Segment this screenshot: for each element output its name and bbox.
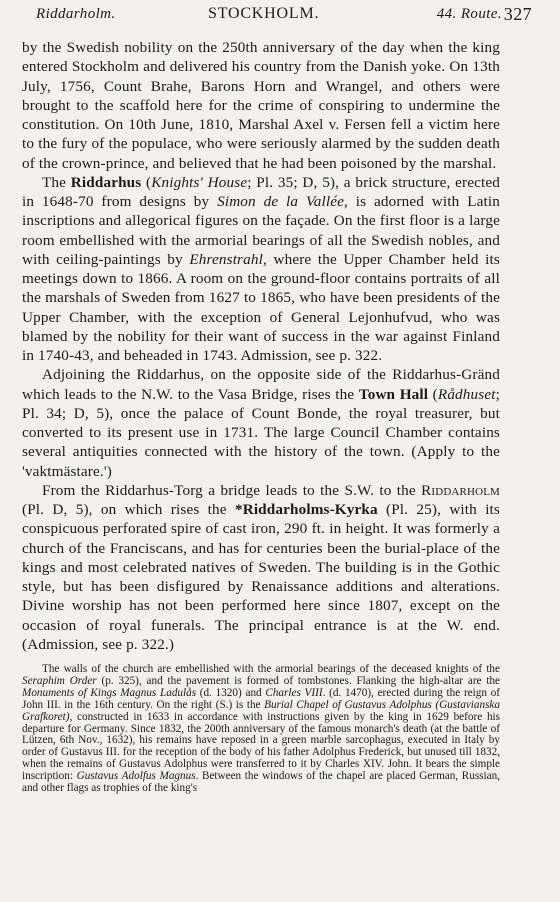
- order-name: Seraphim Order: [22, 674, 97, 687]
- monuments-name: Monuments of Kings Magnus Ladulås: [22, 686, 197, 699]
- text-run: Adjoining the Riddarhus, on the opposite side of the Riddarhus-Gränd which leads to the N.W. to the Vasa Bridge, rises the: [22, 366, 500, 403]
- text-run: , constructed in 1633 in accordance with instructions given by the king in 1629 before his departure for Germany. Since 1832, the 200th anniversary of the famous monarch's death (at the battle of Lützen, 6th Nov., 1632), his remains have reposed in a green marble sarcophagus, executed in Italy by order of Gustavus III. for the reception of the body of his father Adolphus Frederick, but unused till 1832, when the remains of Gustavus Adolphus were transferred to it by Charles XIV. John. It bears the simple inscription:: [22, 710, 500, 783]
- paragraph-town-hall: [22, 365, 500, 481]
- running-header: [22, 4, 532, 28]
- main-text: [22, 38, 500, 654]
- sight-name-riddarhus: Riddarhus: [70, 173, 142, 191]
- header-city-title: STOCKHOLM.: [208, 5, 320, 22]
- place-name-riddarholm: Riddarholm: [421, 481, 500, 499]
- sight-name-translation: Knights' House: [151, 173, 248, 191]
- paragraph-riddarholms-kyrka: [22, 481, 500, 654]
- text-run: , is adorned with Latin inscriptions and allegorical figures on the façade. On the first floor is a large room embellished with the armorial bearings of all the Swedish nobles, and with ceiling-paintings by: [22, 193, 500, 268]
- header-section-title: Riddarholm.: [36, 6, 116, 22]
- text-run: ; Pl. 35; D, 5), a brick structure, erected in 1648-70 from designs by: [22, 173, 501, 210]
- page-number: 327: [503, 4, 532, 24]
- painter-name: Ehrenstrahl: [189, 250, 263, 268]
- text-run: . (d. 1470), erected during the reign of John III. in the 16th century. On the right (S.) is the: [22, 686, 500, 711]
- text-run: ; Pl. 34; D, 5), once the palace of Count Bonde, the royal treasurer, but converted to its present use in 1731. The large Council Chamber contains several antiquities connected with the history of the town. (Apply to the 'vaktmästare.'): [22, 385, 500, 480]
- paragraph-stortorg-history: by the Swedish nobility on the 250th anniversary of the day when the king entered Stockholm and delivered his country from the Danish yoke. On 13th July, 1756, Count Brahe, Barons Horn and Wrangel, and others were brought to the scaffold here for the crime of conspiring to undermine the constitution. On 10th June, 1810, Marshal Axel v. Fersen fell a victim here to the fury of the populace, who were seriously alarmed by the sudden death of the crown-prince, and believed that he had been poisoned by the marshal.: [22, 39, 500, 172]
- text-run: . Between the windows of the chapel are placed German, Russian, and other flags as trophies of the king's: [22, 770, 500, 795]
- king-name: Charles VIII: [265, 686, 323, 699]
- text-run: (: [428, 385, 438, 403]
- text-run: (Pl. 25), with its conspicuous perforated spire of cast iron, 290 ft. in height. It was formerly a church of the Franciscans, and has for centuries been the burial-place of the kings and most celebrated natives of Sweden. The building is in the Gothic style, but has been disfigured by Renaissance additions and alterations. Divine worship has not been performed here since 1807, except on the occasion of royal funerals. The principal entrance is at the W. end. (Admission, see p. 322.): [22, 501, 500, 653]
- note-paragraph: [22, 664, 500, 795]
- sight-name-town-hall: Town Hall: [358, 385, 429, 403]
- text-run: From the Riddarhus-Torg a bridge leads to the S.W. to the: [42, 481, 422, 499]
- text-run: (d. 1320) and: [196, 686, 266, 699]
- text-run: (: [141, 173, 152, 191]
- sight-name-swedish: Rådhuset: [437, 385, 496, 403]
- text-run: The: [42, 173, 71, 191]
- inscription-text: Gustavus Adolfus Magnus: [76, 770, 196, 783]
- chapel-name: Burial Chapel of Gustavus Adolphus (Gustavianska Grafkoret): [22, 698, 500, 723]
- architect-name: Simon de la Vallée: [217, 193, 344, 210]
- text-run: (Pl. D, 5), on which rises the: [22, 501, 235, 518]
- paragraph-riddarhus: [22, 173, 500, 366]
- text-run: The walls of the church are embellished with the armorial bearings of the deceased knights of the: [42, 663, 500, 675]
- text-run: (p. 325), and the pavement is formed of tombstones. Flanking the high-altar are the: [96, 674, 500, 687]
- small-print-note: [22, 664, 500, 795]
- text-run: , where the Upper Chamber held its meetings down to 1866. A room on the ground-floor contains portraits of all the marshals of Sweden from 1627 to 1865, who have been presidents of the Upper Chamber, with the exception of General Lejonhufvud, who was blamed by the nobility for their want of success in the war against Finland in 1740-43, and beheaded in 1743. Admission, see p. 322.: [22, 250, 500, 364]
- header-route: 44. Route.: [436, 6, 502, 22]
- sight-name-church: *Riddarholms-Kyrka: [234, 501, 378, 518]
